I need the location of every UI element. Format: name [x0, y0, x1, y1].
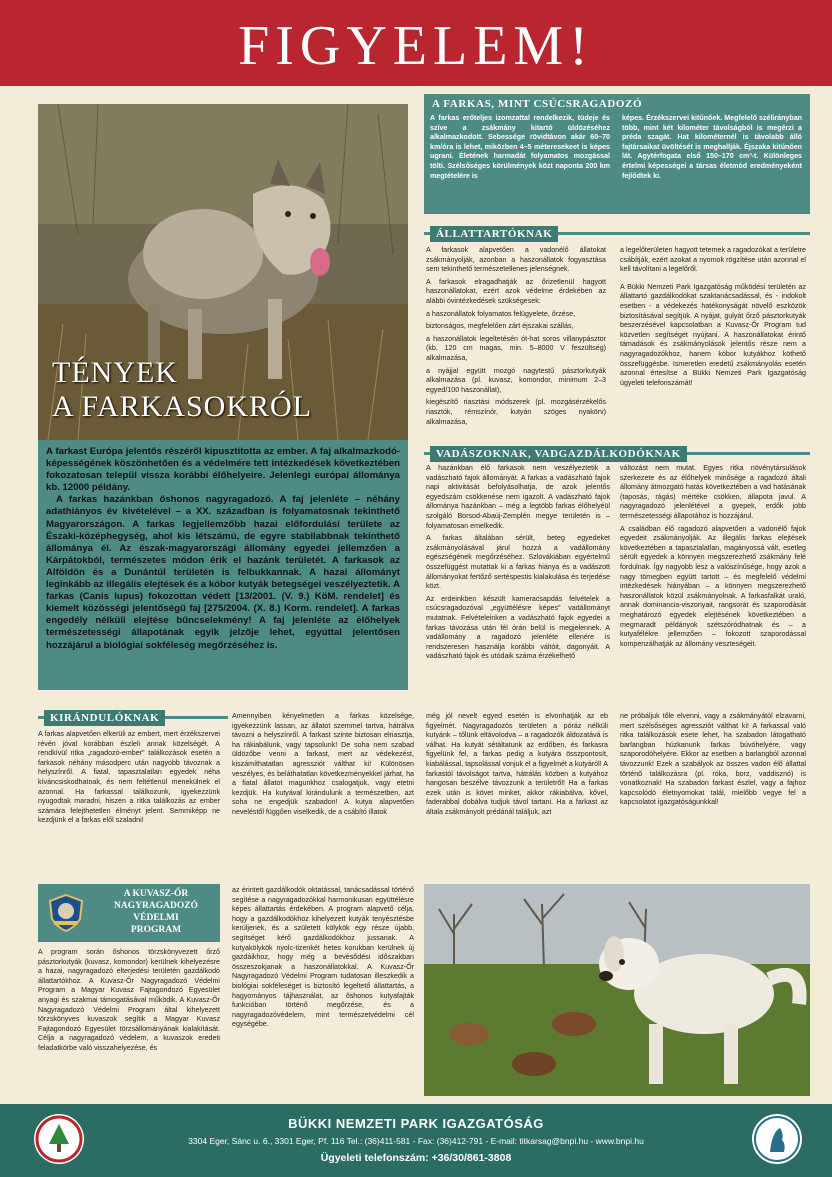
hikers-heading: KIRÁNDULÓKNAK — [44, 710, 165, 726]
kuvasz-heading-line3: VÉDELMI — [133, 913, 179, 923]
hunters-paragraph-1: A hazánkban élő farkasok nem veszélyeztetik a vadászható fajok állományát. A farkas a vadászható fajok napi aktivitását befolyásolhatja, de azok jelentős egyedszám csökkenése nem igazolt. A vadászható fajok állománya hazánkban – még a legtöbb farkas élőhelyéül szolgáló Borsod-Abaúj-Zemplén megye területén is – folyamatosan emelkedik. — [426, 464, 610, 530]
apex-predator-right: képes. Érzékszervei kitűnőek. Megfelelő szélirányban több, mint két kilométer távolságból is megérzi a préda szagát. Hat kilométernél is távolabb álló fajtársaikat üvöltését is meghallják. Éjszaka kitűnően lát. Agytérfogata első 150–170 cm³-t. Különleges értelmi képességei a társas életmód eredményeként fejlődtek ki. — [622, 114, 802, 180]
hero-title-line1: TÉNYEK — [52, 356, 178, 389]
hero-title-line2: A FARKASOKRÓL — [52, 390, 312, 423]
livestock-paragraph-2: A farkasok elragadhatják az őrizetlenül hagyott haszonállatokat, ezért azok védelme érdekében az alábbi óvintézkedések szükségesek: — [426, 277, 606, 305]
livestock-item-4: a nyájjal együtt mozgó nagytestű pásztorkutyák alkalmazása (pl. kuvasz, komondor, minimum 2–3 egyed/100 haszonállat), — [426, 366, 606, 394]
hunters-paragraph-3: Az erdeinkben készült kameracsapdás felvételek a csúcsragadozóval „együttélésre képes" vadállományt mutatnak. Felvételeinken a vadászható fajok egyedei a farkas távozása után fél órán belül is megjelennek. A vadállomány a ragadozó jelenléte ellenére is rendszeresen használja korábbi váltóit, dagonyáit. A vadászható fajok és utódaik száma érzékelhető — [426, 594, 610, 661]
livestock-right-column — [620, 246, 806, 391]
livestock-item-3: a haszonállatok legeltetésén ót-hat soros villanypásztor (kb. 120 cm magas, min. 5–8000 V feszültség) alkalmazása, — [426, 334, 606, 362]
kuvasz-column-2: az érintett gazdálkodók oktatással, tanácsadással történő segítése a nagyragadozókkal harmonikusan együttélésre képes állattartás érdekében. A program alapvető célja, hogy a gazdálkodókhoz kihelyezett kutyák tenyésztésbe kerüljenek, és a született kölykök egy része újabb, segítséget kérő gazdálkodókhoz jussanak. A kutyakölykök nyolc-tizenkét hetes korukban kerülnek új gazdáikhoz, hogy még a bevésődési időszakban összeszokjanak a haszonállatokkal. A Kuvasz-Őr Nagyragadozó Védelmi Program tudatosan illeszkedik a biológiai sokféleséget is biztosító legeltető állattartás, a hagyományos tájhasználat, az őshonos kutyafajták funkcióban történő megőrzése, és a nagyragadozóvédelem, mint természetvédelmi cél egységébe. — [232, 886, 414, 1029]
apex-predator-box — [424, 94, 810, 214]
hikers-column-2: Amennyiben kényelmetlen a farkas közelsége, igyekezzünk lassan, az állatot szemmel tartva, hátrálva távozni a helyszínről. A farkast szinte biztosan elriasztja, ha rákiabálunk, vagy tapsolunk! De soha nem szabad üldözőbe venni a farkast, mert az védekezést, kiszámíthatatlan agressziót válthat ki! Különösen veszélyes, és beláthatatlan következményekkel járhat, ha a fiatal állatot magunkhoz csalogatjuk, vagy etetni kezdjük. Ha kutyával kirándulunk a természetben, azt soha ne engedjük szabadon! A kutya alapvetően neveléstől függően viselkedik, de a csábító illatok — [232, 712, 414, 816]
facts-box — [38, 440, 408, 690]
hunters-paragraph-2: A farkas általában sérült, beteg egyedeket zsákmányolásával járul hozzá a vadállomány egészségének megőrzéséhez. Szlovákiában egyértelmű összefüggést mutattak ki a farkas hiánya és a vadászott állományokat fertőző sertéspestis kialakulása és terjedése közt. — [426, 534, 610, 591]
kuvasz-column-1: A program során őshonos törzskönyvezett őrző pásztorkutyák (kuvasz, komondor) kerülnek kihelyezésre a hazai, nagyragadozó elterjedési területén gazdálkodó állattartókhoz. A Kuvasz-Őr Nagyragadozó Védelmi Program a Magyar Kuvasz Fajtagondozó Egyesület anyagi és szakmai támogatásával működik. A Kuvasz-Őr Nagyragadozó Védelmi Program által kihelyezett törzskönyves kuvaszok segítik a Magyar Kuvasz Fajtagondozó Egyesület törzsállományának kialakítását. Célja a nagyragadozó védelem, a kuvaszok eredeti feladatkörbe való visszahelyezése, és — [38, 948, 220, 1052]
kuvasz-shield-icon — [46, 893, 86, 933]
apex-predator-left: A farkas erőteljes izomzattal rendelkezik, tüdeje és szíve a zsákmány kitartó üldözéséhez alkalmazkodott. Sebessége rövidtávon akár 60–70 km/óra is lehet, miközben 4–5 méteresekeet is képes ugrani. Életének harmadát folyamatos mozgással tölti. Szélsőséges körülmények közt naponta 200 km megtételére is — [430, 114, 610, 180]
page-title: FIGYELEM! — [238, 15, 594, 77]
kuvasz-program-badge — [38, 884, 220, 942]
livestock-item-2: biztonságos, megfelelően zárt éjszakai szállás, — [426, 322, 574, 331]
facts-paragraph-1: A farkast Európa jelentős részéről kipusztította az ember. A faj alkalmazkodó-képességének köszönhetően és a védelmére tett intézkedések következtében fokozatosan települ vissza korábbi élőhelyeire. Jelenlegi európai állománya kb. 12000 példány. — [46, 446, 400, 494]
footer-phone: Ügyeleti telefonszám: +36/30/861-3808 — [320, 1152, 512, 1164]
dog-sheep-illustration — [424, 884, 810, 1096]
livestock-item-5: kiegészítő riasztási módszerek (pl. mozgásérzékelős riasztók, rémszínór, kutyán szöges nyakörv) alkalmazása, — [426, 398, 606, 426]
hunters-right-column — [620, 464, 806, 652]
eagle-logo-icon — [752, 1114, 802, 1164]
kuvasz-heading-line4: PROGRAM — [130, 925, 182, 935]
livestock-item-6: a legelőterületen hagyott tetemek a ragadozókat a területre csábítják, ezért azokat a nyomok rögzítése után azonnal el kell távolítani a legelőről. — [620, 246, 806, 274]
livestock-left-column — [426, 246, 606, 430]
hunters-paragraph-4: változást nem mutat. Egyes ritka növénytársulások szerkezete és az élőhelyek minősége a ragadozó általi állomány átmozgató hatás következtében a vad hatásának (taposás, rágás) mértéke csökken, állapota javul. A nagyragadozó jelenlétével a gyepek, erdők jobb természetességi állapotához is hozzájárul. — [620, 464, 806, 520]
kuvasz-heading-line1: A KUVASZ-ŐR — [123, 889, 189, 899]
kuvasz-heading — [94, 888, 218, 936]
hunters-paragraph-5: A családban élő ragadozó alapvetően a vadonélő fajok egyedeit zsákmányolják. Az illegális farkas elejtések következtében a tapasztalatlan, magányossá vált, esetleg sérült egyedek a könnyen megszerezhető zsákmány felé fordulnak. Így nagyobb lesz a valószínűsége, hogy azok a nagy tömegben együtt tartott – és megfelelő védelmi intézkedések hiányában – a könnyen megszerezhető haszonállatok közül zsákmányolnak. A farkasfalkát uraló, annak dominancia-viszonyait, rangsorát és szaporodását meghatározó egyedek elejtésének következtében a megmaradt példányok szétszóródhatnak és – a kutyafélékre jellemzően – fokozott szaporodással kompenzálhatják az állomány veszteségeit. — [620, 524, 806, 648]
hikers-column-4: ne próbáljuk tőle elvenni, vagy a zsákmányától elzavarni, mert szélsőséges agressziót válthat ki! A farkassal való ritka találkozások esete lehet, ha szabadon látogatható barlangban húzkanunk farkas búvóhelyére, vagy szaporodóhelyére. Ekkor az esetben a barlangból azonnal távozzunk! Ezek a szabályok az összes vadon élő állattal történő találkozásra (pl. róka, borz, vaddisznó) is vonatkoznak! Ha szabadon farkast észlel, vagy a fajhoz kapcsolódó életnyomokat talál, mielőbb vegye fel a kapcsolatot igazgatóságunkkal! — [620, 712, 806, 807]
kuvasz-heading-line2: NAGYRAGADOZÓ — [114, 901, 198, 911]
apex-predator-heading: A FARKAS, MINT CSÚCSRAGADOZÓ — [432, 98, 643, 110]
footer-organization: BÜKKI NEMZETI PARK IGAZGATÓSÁG — [288, 1116, 544, 1131]
footer — [0, 1104, 832, 1177]
hikers-column-1: A farkas alapvetően elkerüli az embert, mert érzékszervei révén jóval korábban észleli annak közelségét. A rendkívül ritka „ragadozó-ember" találkozások esetén a farkasok néhány másodperc után nagyobb távoznak a helyszínről. A fiatal, tapasztalatlan egyedek néha kíváncsiskodhatnak, és nem feltétlenül menekülnek el azonnal. Ha farkassal találkozunk, igyekezzünk nyugodtak maradni, hiszen a ritka találkozás az ember számára felejthetetlen élményt jelent. Semmiképp ne kezdjünk el a farkas elől szaladni! — [38, 730, 220, 825]
livestock-heading: ÁLLATTARTÓKNAK — [430, 226, 558, 242]
footer-address: 3304 Eger, Sánc u. 6., 3301 Eger, Pf. 116 Tel.: (36)411-581 - Fax: (36)412-791 - E-mail: titkarsag@bnpi.hu - www.bnpi.hu — [188, 1136, 644, 1146]
livestock-item-1: a haszonállatok folyamatos felügyelete, őrzése, — [426, 309, 576, 318]
kuvasz-dog-photo — [424, 884, 810, 1096]
hikers-column-3: még jól nevelt egyed esetén is elvonhatják az eb figyelmét. Nagyragadozós területen a póráz nélküli kutyánk – tőlünk eltávolodva – a ragadozók áldozatává is válhat. Ha kutyát sétáltatunk az erdőben, és farkasra figyelünk fel, a farkas pedig a kutyára összpontosít, kiabálással, tapsolással vonjuk el a figyelmét a kutyáról! A farkastól távolságot tartva, hátrálás közben a kutyához hangosan beszélve távozzunk a területről! Ha a farkas ezek után is követ minket, akkor rákiabálva, kővel, faderabbal dobálva tudjuk távol tartani. Ha a farkast az általa zsákmányolt prédánál találjuk, azt — [426, 712, 608, 816]
title-banner — [0, 0, 832, 86]
hero-title — [52, 356, 312, 424]
facts-paragraph-2: A farkas hazánkban őshonos nagyragadozó. A faj jelenléte – néhány adathiányos év kivételével – a XX. században is folyamatosnak tekinthető Magyarországon. A farkas legjellemzőbb hazai előfordulási területe az Északi-középhegység, ahol kis létszámú, de egyre stabilabbnak tekinthető állománya él. Az észak-magyarországi állomány egyedei jellemzően a Kárpátokból, természetes módon érik el hazánk területét. A farkasok az Alföldön és a Dunántúl területén is felbukkannak. A hazai állományt leginkább az illegális elejtések és a kóbor kutyák betegségei veszélyeztetik. A farkas (Canis lupus) fokozottan védett [13/2001. (V. 9.) KöM. rendelet] és kiemelt közösségi jelentőségű faj [275/2004. (X. 8.) Korm. rendelet]. A farkas engedély nélküli elejtése bűncselekmény! A faj jelenléte az élőhelyek természetességi állapotának egyik jelzője lehet, egyúttal jelentősen hozzájárul a biológiai sokféleség megőrzéséhez is. — [46, 494, 400, 651]
livestock-paragraph-1: A farkasok alapvetően a vadonélő állatokat zsákmányolják, azonban a haszonállatok fogyasztása sem tekinthető természetellenes jelenségnek. — [426, 246, 606, 274]
wolf-photo — [38, 104, 408, 440]
hunters-heading: VADÁSZOKNAK, VADGAZDÁLKODÓKNAK — [430, 446, 687, 462]
hunters-left-column — [426, 464, 610, 665]
livestock-paragraph-3: A Bükki Nemzeti Park Igazgatóság működési területén az állattartó gazdálkodókat szaktanácsadással, és - indokolt esetben - a védekezés hatékonyságát növelő eszközök biztosításával segítjük. A nyájat, gulyát őrző pásztorkutyák beszerzésével kapcsolatban a Kuvasz-Őr Program tud közvetlen segítséget nyújtani. A haszonállatokat érintő támadások és zsákmányolások jelentős része nem a nagyragadozókhoz, hanem kóbor kutyákhoz köthető összefüggésbe. Ismeretlen eredetű zsákmányolás esetén azonnal értesítse a Bükki Nemzeti Park Igazgatóság ügyeleti telefonszámát! — [620, 282, 806, 387]
national-park-logo-icon — [34, 1114, 84, 1164]
